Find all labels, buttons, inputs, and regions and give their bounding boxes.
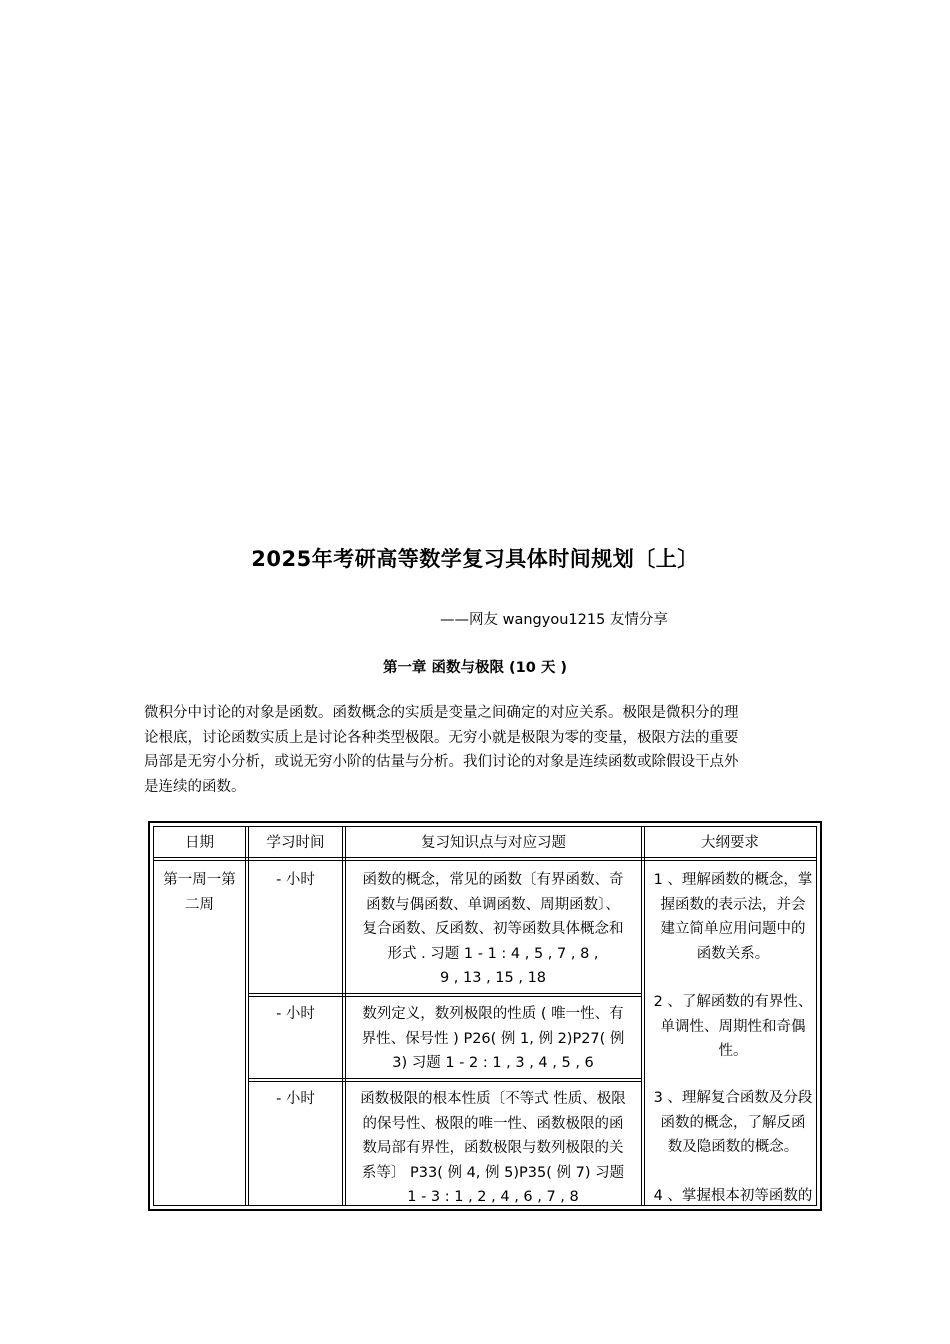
topics-cell <box>346 868 640 991</box>
topics-line: 系等〕 P33( 例 4, 例 5)P35( 例 7) 习题 <box>361 1164 625 1181</box>
header-divider <box>154 857 816 858</box>
author-line: ——网友 wangyou1215 友情分享 <box>440 612 668 628</box>
page-title: 2025年考研高等数学复习具体时间规划〔上〕 <box>251 547 699 571</box>
topics-line: 形式 . 习题 1 - 1 : 4 , 5 , 7 , 8 , <box>387 945 599 962</box>
study-time-cell: - 小时 <box>276 872 315 888</box>
requirement-item <box>645 1086 821 1160</box>
date-line: 第一周一第 <box>163 872 236 888</box>
column-divider <box>641 827 642 1205</box>
intro-line: 局部是无穷小分析，或说无穷小阶的估量与分析。我们讨论的对象是连续函数或除假设干点外 <box>144 754 739 771</box>
header-divider <box>154 860 816 861</box>
intro-line: 是连续的函数。 <box>144 778 246 795</box>
requirement-item <box>645 1184 821 1209</box>
study-time-cell: - 小时 <box>276 1091 315 1107</box>
row-divider <box>248 993 642 994</box>
study-plan-table <box>148 821 822 1211</box>
topics-line: 1 - 3 : 1 , 2 , 4 , 6 , 7 , 8 <box>407 1189 579 1206</box>
topics-line: 复合函数、反函数、初等函数具体概念和 <box>362 921 624 938</box>
chapter-heading: 第一章 函数与极限 (10 天 ) <box>382 660 568 676</box>
topics-line: 函数的概念，常见的函数〔有界函数、奇 <box>362 872 624 888</box>
row-divider <box>248 1081 642 1082</box>
intro-line: 论根底，讨论函数实质上是讨论各种类型极限。无穷小就是极限为零的变量，极限方法的重要 <box>144 729 739 746</box>
requirement-line: 握函数的表示法，并会 <box>660 896 806 913</box>
topics-cell <box>346 1087 640 1210</box>
requirement-line: 函数的概念，了解反函 <box>660 1114 806 1131</box>
header-requirements: 大纲要求 <box>701 835 759 851</box>
topics-line: 数列定义，数列极限的性质 ( 唯一性、有 <box>362 1006 624 1022</box>
requirement-line: 1 、理解函数的概念，掌 <box>653 872 813 888</box>
topics-line: 数局部有界性，函数极限与数列极限的关 <box>362 1140 624 1157</box>
topics-line: 界性、保号性 ) P26( 例 1, 例 2)P27( 例 <box>361 1030 625 1047</box>
header-study-time: 学习时间 <box>266 835 325 851</box>
requirement-line: 建立简单应用问题中的 <box>660 921 806 938</box>
header-topics: 复习知识点与对应习题 <box>421 835 566 851</box>
requirement-line: 函数关系。 <box>696 945 770 962</box>
requirement-line: 2 、了解函数的有界性、 <box>653 994 813 1010</box>
requirement-item <box>645 990 821 1064</box>
requirement-item <box>645 868 821 966</box>
row-divider <box>248 1078 642 1079</box>
column-divider <box>245 827 246 1205</box>
requirement-line: 单调性、周期性和奇偶 <box>660 1018 806 1035</box>
requirement-line: 数及隐函数的概念。 <box>667 1139 799 1156</box>
topics-line: 的保号性、极限的唯一性、函数极限的函 <box>362 1115 624 1132</box>
row-divider <box>248 996 642 997</box>
topics-line: 函数与偶函数、单调函数、周期函数〕、 <box>366 896 620 913</box>
requirement-line: 3 、理解复合函数及分段 <box>653 1090 813 1106</box>
date-line: 二周 <box>185 896 214 913</box>
intro-paragraph <box>144 701 804 799</box>
study-time-cell: - 小时 <box>276 1006 315 1022</box>
topics-line: 9 , 13 , 15 , 18 <box>439 970 547 987</box>
topics-cell <box>346 1002 640 1076</box>
requirement-line: 性。 <box>718 1043 748 1060</box>
header-date: 日期 <box>185 835 214 851</box>
requirement-line: 4 、掌握根本初等函数的 <box>653 1188 813 1204</box>
date-cell <box>154 868 245 917</box>
intro-line: 微积分中讨论的对象是函数。函数概念的实质是变量之间确定的对应关系。极限是微积分的理 <box>144 705 739 721</box>
topics-line: 3) 习题 1 - 2 : 1 , 3 , 4 , 5 , 6 <box>392 1055 594 1072</box>
topics-line: 函数极限的根本性质〔不等式 性质、极限 <box>360 1091 626 1107</box>
table-inner-frame <box>153 826 817 1206</box>
column-divider <box>342 827 343 1205</box>
